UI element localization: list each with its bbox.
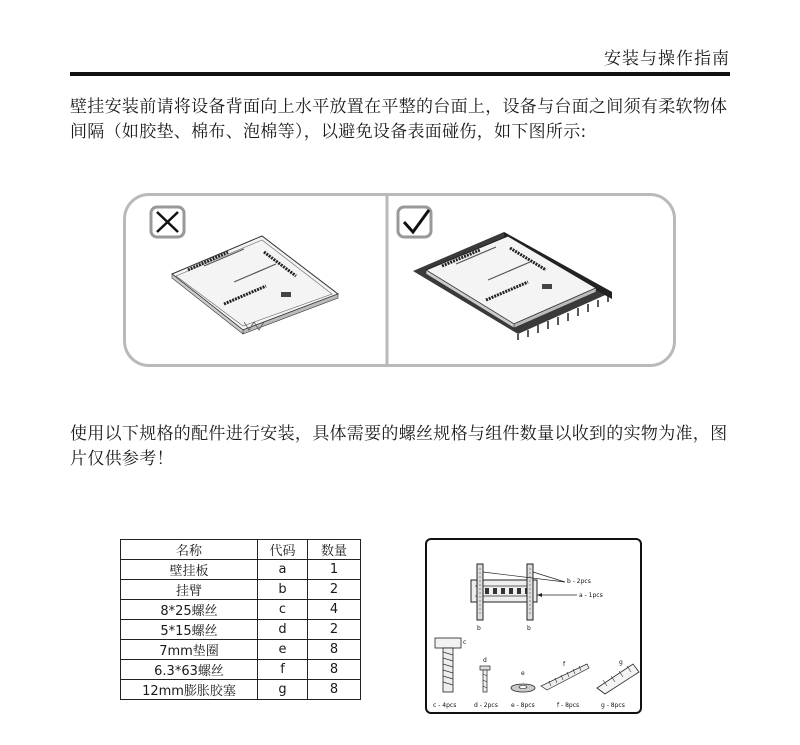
wall-plug-g-icon — [597, 664, 639, 694]
cell-code: e — [258, 640, 308, 660]
cell-code: a — [258, 560, 308, 580]
cell-name: 6.3*63螺丝 — [121, 660, 258, 680]
table-row — [121, 580, 361, 600]
cell-name: 挂臂 — [121, 580, 258, 600]
part-letter-c: c — [463, 639, 467, 646]
count-d: d - 2pcs — [474, 702, 498, 709]
table-row — [121, 680, 361, 700]
cell-qty: 4 — [308, 600, 361, 620]
cell-name: 8*25螺丝 — [121, 600, 258, 620]
washer-e-icon — [511, 684, 535, 692]
tv-without-pad — [172, 236, 338, 334]
placement-figure — [123, 193, 676, 367]
cell-qty: 2 — [308, 580, 361, 600]
b-mark-left: b — [477, 625, 481, 632]
intro-paragraph: 壁挂安装前请将设备背面向上水平放置在平整的台面上，设备与台面之间须有柔软物体间隔（如胶垫、棉布、泡棉等），以避免设备表面碰伤，如下图所示: — [70, 97, 728, 142]
cell-qty: 8 — [308, 660, 361, 680]
wall-mount-bracket-illustration — [471, 564, 577, 620]
table-row — [121, 560, 361, 580]
count-g: g - 8pcs — [601, 702, 625, 709]
table-row — [121, 640, 361, 660]
parts-figure — [425, 538, 642, 714]
count-c: c - 4pcs — [433, 702, 457, 709]
cell-code: f — [258, 660, 308, 680]
table-row — [121, 660, 361, 680]
parts-illustration — [427, 540, 642, 714]
count-e: e - 8pcs — [511, 702, 535, 709]
b-count-label: b - 2pcs — [567, 578, 591, 585]
table-header-row — [121, 540, 361, 560]
placement-illustration — [126, 196, 676, 367]
part-letter-e: e — [521, 670, 525, 677]
parts-intro-paragraph: 使用以下规格的配件进行安装，具体需要的螺丝规格与组件数量以收到的实物为准，图片仅供参考！ — [70, 424, 728, 469]
cross-icon — [151, 207, 184, 237]
screw-c-icon — [435, 638, 461, 692]
cell-qty: 1 — [308, 560, 361, 580]
cell-code: b — [258, 580, 308, 600]
col-header-qty: 数量 — [308, 540, 361, 560]
cell-code: c — [258, 600, 308, 620]
screw-d-icon — [480, 666, 490, 692]
count-f: f - 8pcs — [557, 702, 580, 709]
col-header-name: 名称 — [121, 540, 258, 560]
col-header-code: 代码 — [258, 540, 308, 560]
tv-on-pad — [413, 232, 612, 340]
part-letter-d: d — [483, 657, 487, 664]
cell-code: d — [258, 620, 308, 640]
cell-name: 12mm膨胀胶塞 — [121, 680, 258, 700]
header-divider — [70, 72, 730, 76]
cell-code: g — [258, 680, 308, 700]
part-letter-f: f — [563, 661, 566, 668]
cell-qty: 8 — [308, 640, 361, 660]
b-mark-right: b — [527, 625, 531, 632]
cell-name: 7mm垫圈 — [121, 640, 258, 660]
cell-qty: 2 — [308, 620, 361, 640]
table-row — [121, 620, 361, 640]
header-title: 安装与操作指南 — [604, 49, 730, 69]
cell-qty: 8 — [308, 680, 361, 700]
a-count-label: a - 1pcs — [579, 592, 603, 599]
spec-table — [120, 539, 361, 700]
cell-name: 5*15螺丝 — [121, 620, 258, 640]
table-row — [121, 600, 361, 620]
part-letter-g: g — [619, 659, 623, 666]
cell-name: 壁挂板 — [121, 560, 258, 580]
check-icon — [398, 207, 431, 237]
